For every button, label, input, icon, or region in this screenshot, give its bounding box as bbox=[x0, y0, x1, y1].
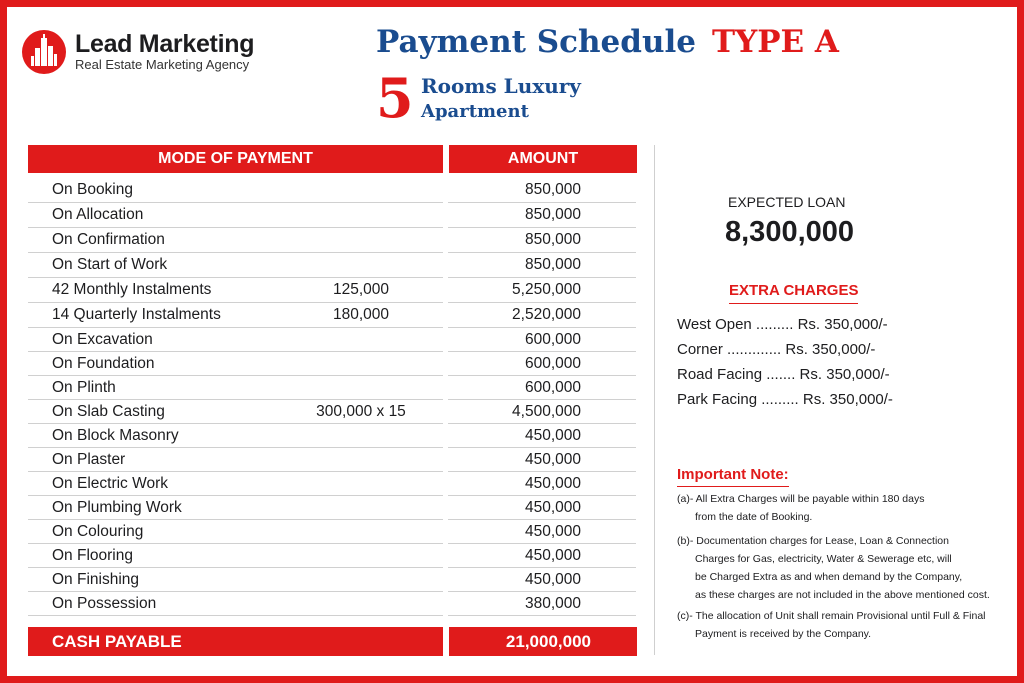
subtitle-line1: Rooms Luxury bbox=[421, 74, 581, 98]
table-row bbox=[28, 376, 636, 400]
building-logo-icon bbox=[22, 30, 66, 74]
note-line: as these charges are not included in the above mentioned cost. bbox=[695, 589, 990, 601]
payment-mode-cell: 14 Quarterly Instalments bbox=[52, 306, 221, 323]
amount-cell: 450,000 bbox=[524, 427, 581, 444]
payment-mode-cell: On Finishing bbox=[52, 571, 140, 588]
payment-mode-cell: On Plaster bbox=[52, 451, 126, 468]
column-header-amount: AMOUNT bbox=[449, 145, 637, 173]
amount-cell: 5,250,000 bbox=[512, 281, 581, 298]
expected-loan-value: 8,300,000 bbox=[725, 216, 855, 248]
brand-logo bbox=[22, 30, 254, 74]
instalment-detail-cell: 125,000 bbox=[332, 281, 390, 298]
amount-cell: 450,000 bbox=[524, 499, 581, 516]
table-row bbox=[28, 520, 636, 544]
payment-mode-cell: On Possession bbox=[52, 595, 157, 612]
expected-loan-label: EXPECTED LOAN bbox=[728, 194, 846, 210]
payment-mode-cell: On Confirmation bbox=[52, 231, 165, 248]
amount-cell: 850,000 bbox=[524, 206, 581, 223]
table-row bbox=[28, 328, 636, 352]
table-row bbox=[28, 544, 636, 568]
total-label: CASH PAYABLE bbox=[52, 632, 182, 651]
amount-cell: 4,500,000 bbox=[512, 403, 581, 420]
table-row bbox=[28, 568, 636, 592]
amount-cell: 850,000 bbox=[524, 181, 581, 198]
amount-cell: 450,000 bbox=[524, 547, 581, 564]
table-row bbox=[28, 400, 636, 424]
extra-charges-title: EXTRA CHARGES bbox=[729, 282, 858, 304]
total-amount: 21,000,000 bbox=[505, 632, 591, 651]
row-divider bbox=[28, 615, 443, 616]
note-line: from the date of Booking. bbox=[695, 511, 813, 523]
page-title bbox=[376, 24, 839, 60]
note-line: Charges for Gas, electricity, Water & Sewerage etc, will bbox=[695, 553, 952, 565]
table-row bbox=[28, 303, 636, 328]
important-note-title: Important Note: bbox=[677, 466, 789, 487]
amount-cell: 450,000 bbox=[524, 451, 581, 468]
instalment-detail-cell: 180,000 bbox=[332, 306, 390, 323]
payment-mode-cell: On Allocation bbox=[52, 206, 144, 223]
extra-charge-item: Road Facing ....... Rs. 350,000/- bbox=[677, 366, 890, 383]
payment-table bbox=[28, 178, 636, 616]
note-b bbox=[677, 532, 1012, 604]
table-row bbox=[28, 253, 636, 278]
extra-charge-item: Corner ............. Rs. 350,000/- bbox=[677, 341, 876, 358]
type-label: TYPE A bbox=[712, 24, 839, 60]
table-row bbox=[28, 278, 636, 303]
note-line: (a)- All Extra Charges will be payable within 180 days bbox=[677, 493, 925, 505]
total-label-cell bbox=[28, 627, 443, 656]
extra-charge-item: Park Facing ......... Rs. 350,000/- bbox=[677, 391, 893, 408]
table-row bbox=[28, 496, 636, 520]
amount-cell: 600,000 bbox=[524, 331, 581, 348]
brand-tagline: Real Estate Marketing Agency bbox=[75, 57, 250, 72]
payment-mode-cell: On Colouring bbox=[52, 523, 144, 540]
amount-cell: 450,000 bbox=[524, 571, 581, 588]
instalment-detail-cell: 300,000 x 15 bbox=[316, 403, 406, 420]
payment-mode-cell: On Block Masonry bbox=[52, 427, 179, 444]
payment-mode-cell: On Flooring bbox=[52, 547, 133, 564]
column-divider bbox=[654, 145, 655, 655]
payment-mode-cell: On Booking bbox=[52, 181, 133, 198]
apartment-subtitle bbox=[421, 74, 581, 124]
payment-mode-cell: On Plumbing Work bbox=[52, 499, 182, 516]
table-row bbox=[28, 472, 636, 496]
payment-mode-cell: On Foundation bbox=[52, 355, 155, 372]
payment-mode-cell: On Excavation bbox=[52, 331, 153, 348]
table-row bbox=[28, 178, 636, 203]
title-text: Payment Schedule bbox=[376, 24, 696, 60]
payment-mode-cell: On Electric Work bbox=[52, 475, 168, 492]
note-a bbox=[677, 490, 1012, 526]
table-row bbox=[28, 352, 636, 376]
amount-cell: 450,000 bbox=[524, 475, 581, 492]
total-amount-cell bbox=[449, 627, 637, 656]
table-row bbox=[28, 424, 636, 448]
payment-mode-cell: 42 Monthly Instalments bbox=[52, 281, 212, 298]
extra-charge-item: West Open ......... Rs. 350,000/- bbox=[677, 316, 888, 333]
amount-cell: 450,000 bbox=[524, 523, 581, 540]
table-row bbox=[28, 592, 636, 616]
amount-cell: 600,000 bbox=[524, 355, 581, 372]
note-line: (b)- Documentation charges for Lease, Loan & Connection bbox=[677, 535, 949, 547]
note-line: (c)- The allocation of Unit shall remain Provisional until Full & Final bbox=[677, 610, 986, 622]
note-c bbox=[677, 607, 1012, 643]
table-row bbox=[28, 203, 636, 228]
row-divider bbox=[448, 615, 636, 616]
rooms-number: 5 bbox=[376, 66, 414, 130]
payment-mode-cell: On Plinth bbox=[52, 379, 116, 396]
payment-mode-cell: On Slab Casting bbox=[52, 403, 165, 420]
amount-cell: 850,000 bbox=[524, 256, 581, 273]
amount-cell: 600,000 bbox=[524, 379, 581, 396]
note-line: be Charged Extra as and when demand by the Company, bbox=[695, 571, 963, 583]
column-header-mode: MODE OF PAYMENT bbox=[28, 145, 443, 173]
table-row bbox=[28, 228, 636, 253]
payment-mode-cell: On Start of Work bbox=[52, 256, 168, 273]
amount-cell: 380,000 bbox=[524, 595, 581, 612]
amount-cell: 2,520,000 bbox=[512, 306, 581, 323]
brand-name: Lead Marketing bbox=[75, 30, 255, 58]
note-line: Payment is received by the Company. bbox=[695, 628, 872, 640]
subtitle-line2: Apartment bbox=[421, 101, 529, 122]
table-row bbox=[28, 448, 636, 472]
amount-cell: 850,000 bbox=[524, 231, 581, 248]
